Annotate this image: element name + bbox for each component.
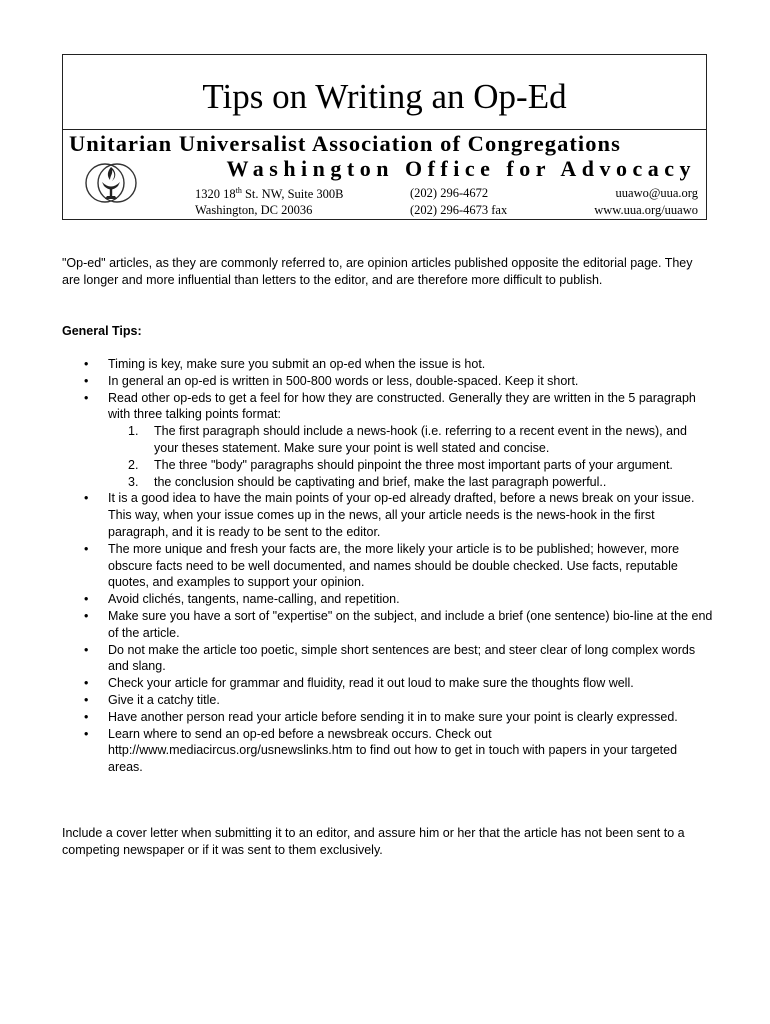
bullet-icon: • — [84, 491, 89, 506]
bullet-icon: • — [84, 373, 89, 388]
bullet-icon: • — [84, 709, 89, 724]
list-item: • Have another person read your article before sending it in to make sure your point is clearly expressed. — [84, 709, 678, 724]
flaming-chalice-icon — [85, 155, 137, 211]
list-item: • Do not make the article too poetic, simple short sentences are best; and steer clear of long complex words and slang. — [84, 642, 696, 674]
closing-paragraph: Include a cover letter when submitting it to an editor, and assure him or her that the article has not been sent to a competing newspaper or if it was sent to them exclusively. — [62, 826, 685, 857]
list-item: • Make sure you have a sort of "expertise" on the subject, and include a brief (one sentence) bio-line at the end of the article. — [84, 608, 713, 640]
list-item: • In general an op-ed is written in 500-800 words or less, double-spaced. Keep it short. — [84, 373, 579, 388]
office-name: Washington Office for Advocacy — [226, 156, 696, 181]
list-item: • It is a good idea to have the main points of your op-ed already drafted, before a news break on your issue. This way, when your issue comes up in the news, all your article needs is the news-hook in the first paragraph, and it is ready to be sent to the editor. — [84, 491, 695, 539]
email-address[interactable]: uuawo@uua.org — [615, 186, 698, 200]
list-item: • Give it a catchy title. — [84, 692, 220, 707]
bullet-icon: • — [84, 726, 89, 741]
title-band — [63, 55, 706, 130]
list-item: • Avoid clichés, tangents, name-calling, and repetition. — [84, 592, 400, 607]
bullet-icon: • — [84, 592, 89, 607]
organization-name: Unitarian Universalist Association of Congregations — [69, 131, 621, 156]
phone-number: (202) 296-4672 — [410, 186, 489, 200]
list-item: • Timing is key, make sure you submit an op-ed when the issue is hot. — [84, 357, 486, 371]
bullet-icon: • — [84, 390, 89, 405]
bullet-icon: • — [84, 642, 89, 657]
bullet-icon: • — [84, 357, 89, 371]
address-line-2: Washington, DC 20036 — [195, 203, 313, 217]
tips-list — [62, 356, 714, 776]
intro-paragraph: "Op-ed" articles, as they are commonly referred to, are opinion articles published opposite the editorial page. They are longer and more influential than letters to the editor, and are therefore more difficult to publish. — [62, 256, 693, 287]
letterhead — [62, 54, 707, 220]
numbered-item: 2. The three "body" paragraphs should pinpoint the three most important parts of your argument. — [128, 457, 673, 472]
paragraph-structure-list — [108, 423, 714, 490]
address-line-1: 1320 18th St. NW, Suite 300B — [195, 186, 344, 202]
list-item: • Read other op-eds to get a feel for how they are constructed. Generally they are written in the 5 paragraph with three talking points format: 1. The first paragraph should include a news-hook (i.e. referring to a recent event in the news), and your theses statement. Make sure your point is well stated and concise. 2. The three "body" paragraphs should pinpoint the three most important parts of your argument. 3. the conclusion should be captivating and brief, make the last paragraph powerful.. — [62, 390, 714, 491]
bullet-icon: • — [84, 676, 89, 691]
fax-number: (202) 296-4673 fax — [410, 203, 508, 217]
list-item: • Check your article for grammar and fluidity, read it out loud to make sure the thoughts flow well. — [84, 676, 634, 691]
general-tips-heading: General Tips: — [62, 324, 142, 338]
bullet-icon: • — [84, 692, 89, 707]
list-item: • The more unique and fresh your facts are, the more likely your article is to be published; however, more obscure facts need to be well documented, and names should be double checked. Use facts, reputable quotes, and examples to support your opinion. — [84, 541, 680, 590]
list-item: • Learn where to send an op-ed before a newsbreak occurs. Check out http://www.mediacircus.org/usnewslinks.htm to find out how to get in touch with papers in your targeted areas. — [84, 726, 678, 775]
bullet-icon: • — [84, 608, 89, 623]
bullet-icon: • — [84, 541, 89, 556]
numbered-item: 1. The first paragraph should include a news-hook (i.e. referring to a recent event in the news), and your theses statement. Make sure your point is well stated and concise. — [128, 424, 687, 455]
numbered-item: 3. the conclusion should be captivating and brief, make the last paragraph powerful.. — [128, 474, 607, 489]
website-url[interactable]: www.uua.org/uuawo — [594, 203, 698, 217]
page-title: Tips on Writing an Op-Ed — [202, 77, 567, 116]
